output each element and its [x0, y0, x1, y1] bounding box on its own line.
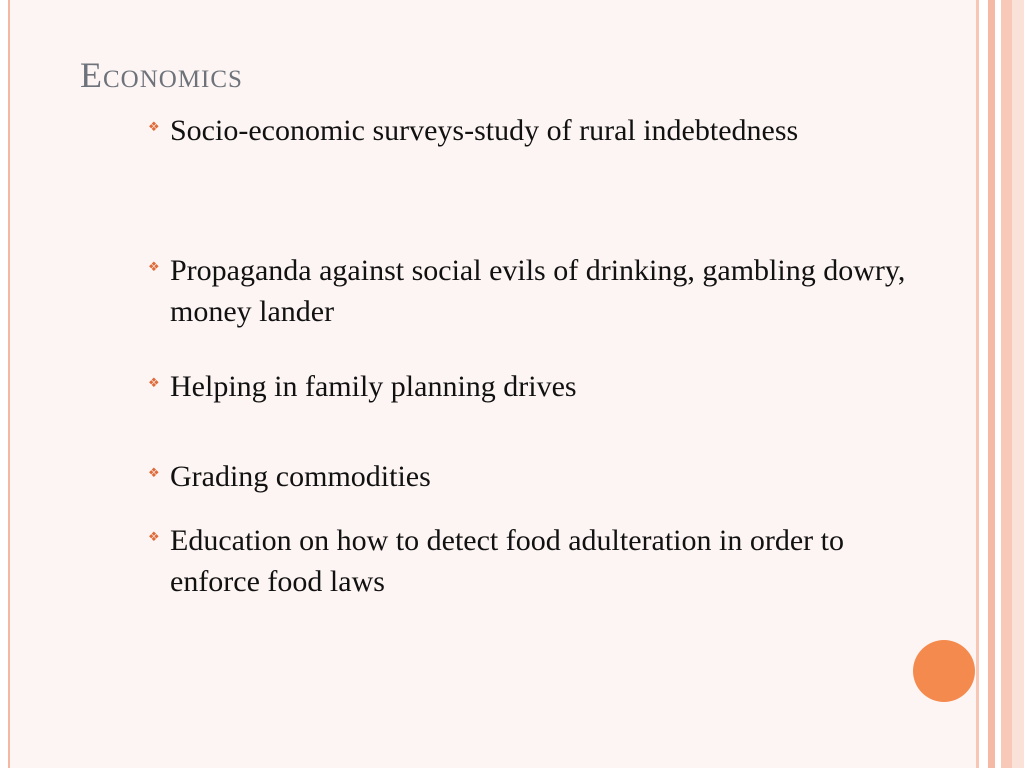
right-stripe	[1012, 0, 1024, 768]
bullet-item	[148, 110, 940, 151]
slide-title: Economics	[80, 55, 243, 95]
bullet-diamond-icon: ❖	[148, 466, 160, 481]
bullet-diamond-icon: ❖	[148, 260, 160, 275]
right-stripe	[988, 0, 995, 768]
bullet-text: Grading commodities	[170, 460, 431, 493]
bullet-text: Socio-economic surveys-study of rural indebtedness	[170, 114, 799, 147]
bullet-diamond-icon: ❖	[148, 376, 160, 391]
bullet-text: Education on how to detect food adulteration in order to enforce food laws	[170, 524, 844, 598]
bullet-text: Propaganda against social evils of drinking, gambling dowry, money lander	[170, 254, 906, 328]
right-stripe	[1001, 0, 1012, 768]
bullet-item	[148, 250, 940, 332]
bullet-diamond-icon: ❖	[148, 530, 160, 545]
bullet-diamond-icon: ❖	[148, 120, 160, 135]
orange-circle-decoration	[913, 640, 975, 702]
left-edge	[0, 0, 8, 768]
bullet-item	[148, 520, 940, 602]
bullet-item	[148, 366, 940, 407]
bullet-item	[148, 456, 940, 497]
right-stripe	[979, 0, 988, 768]
left-border-line	[8, 0, 10, 768]
bullet-text: Helping in family planning drives	[170, 370, 577, 403]
